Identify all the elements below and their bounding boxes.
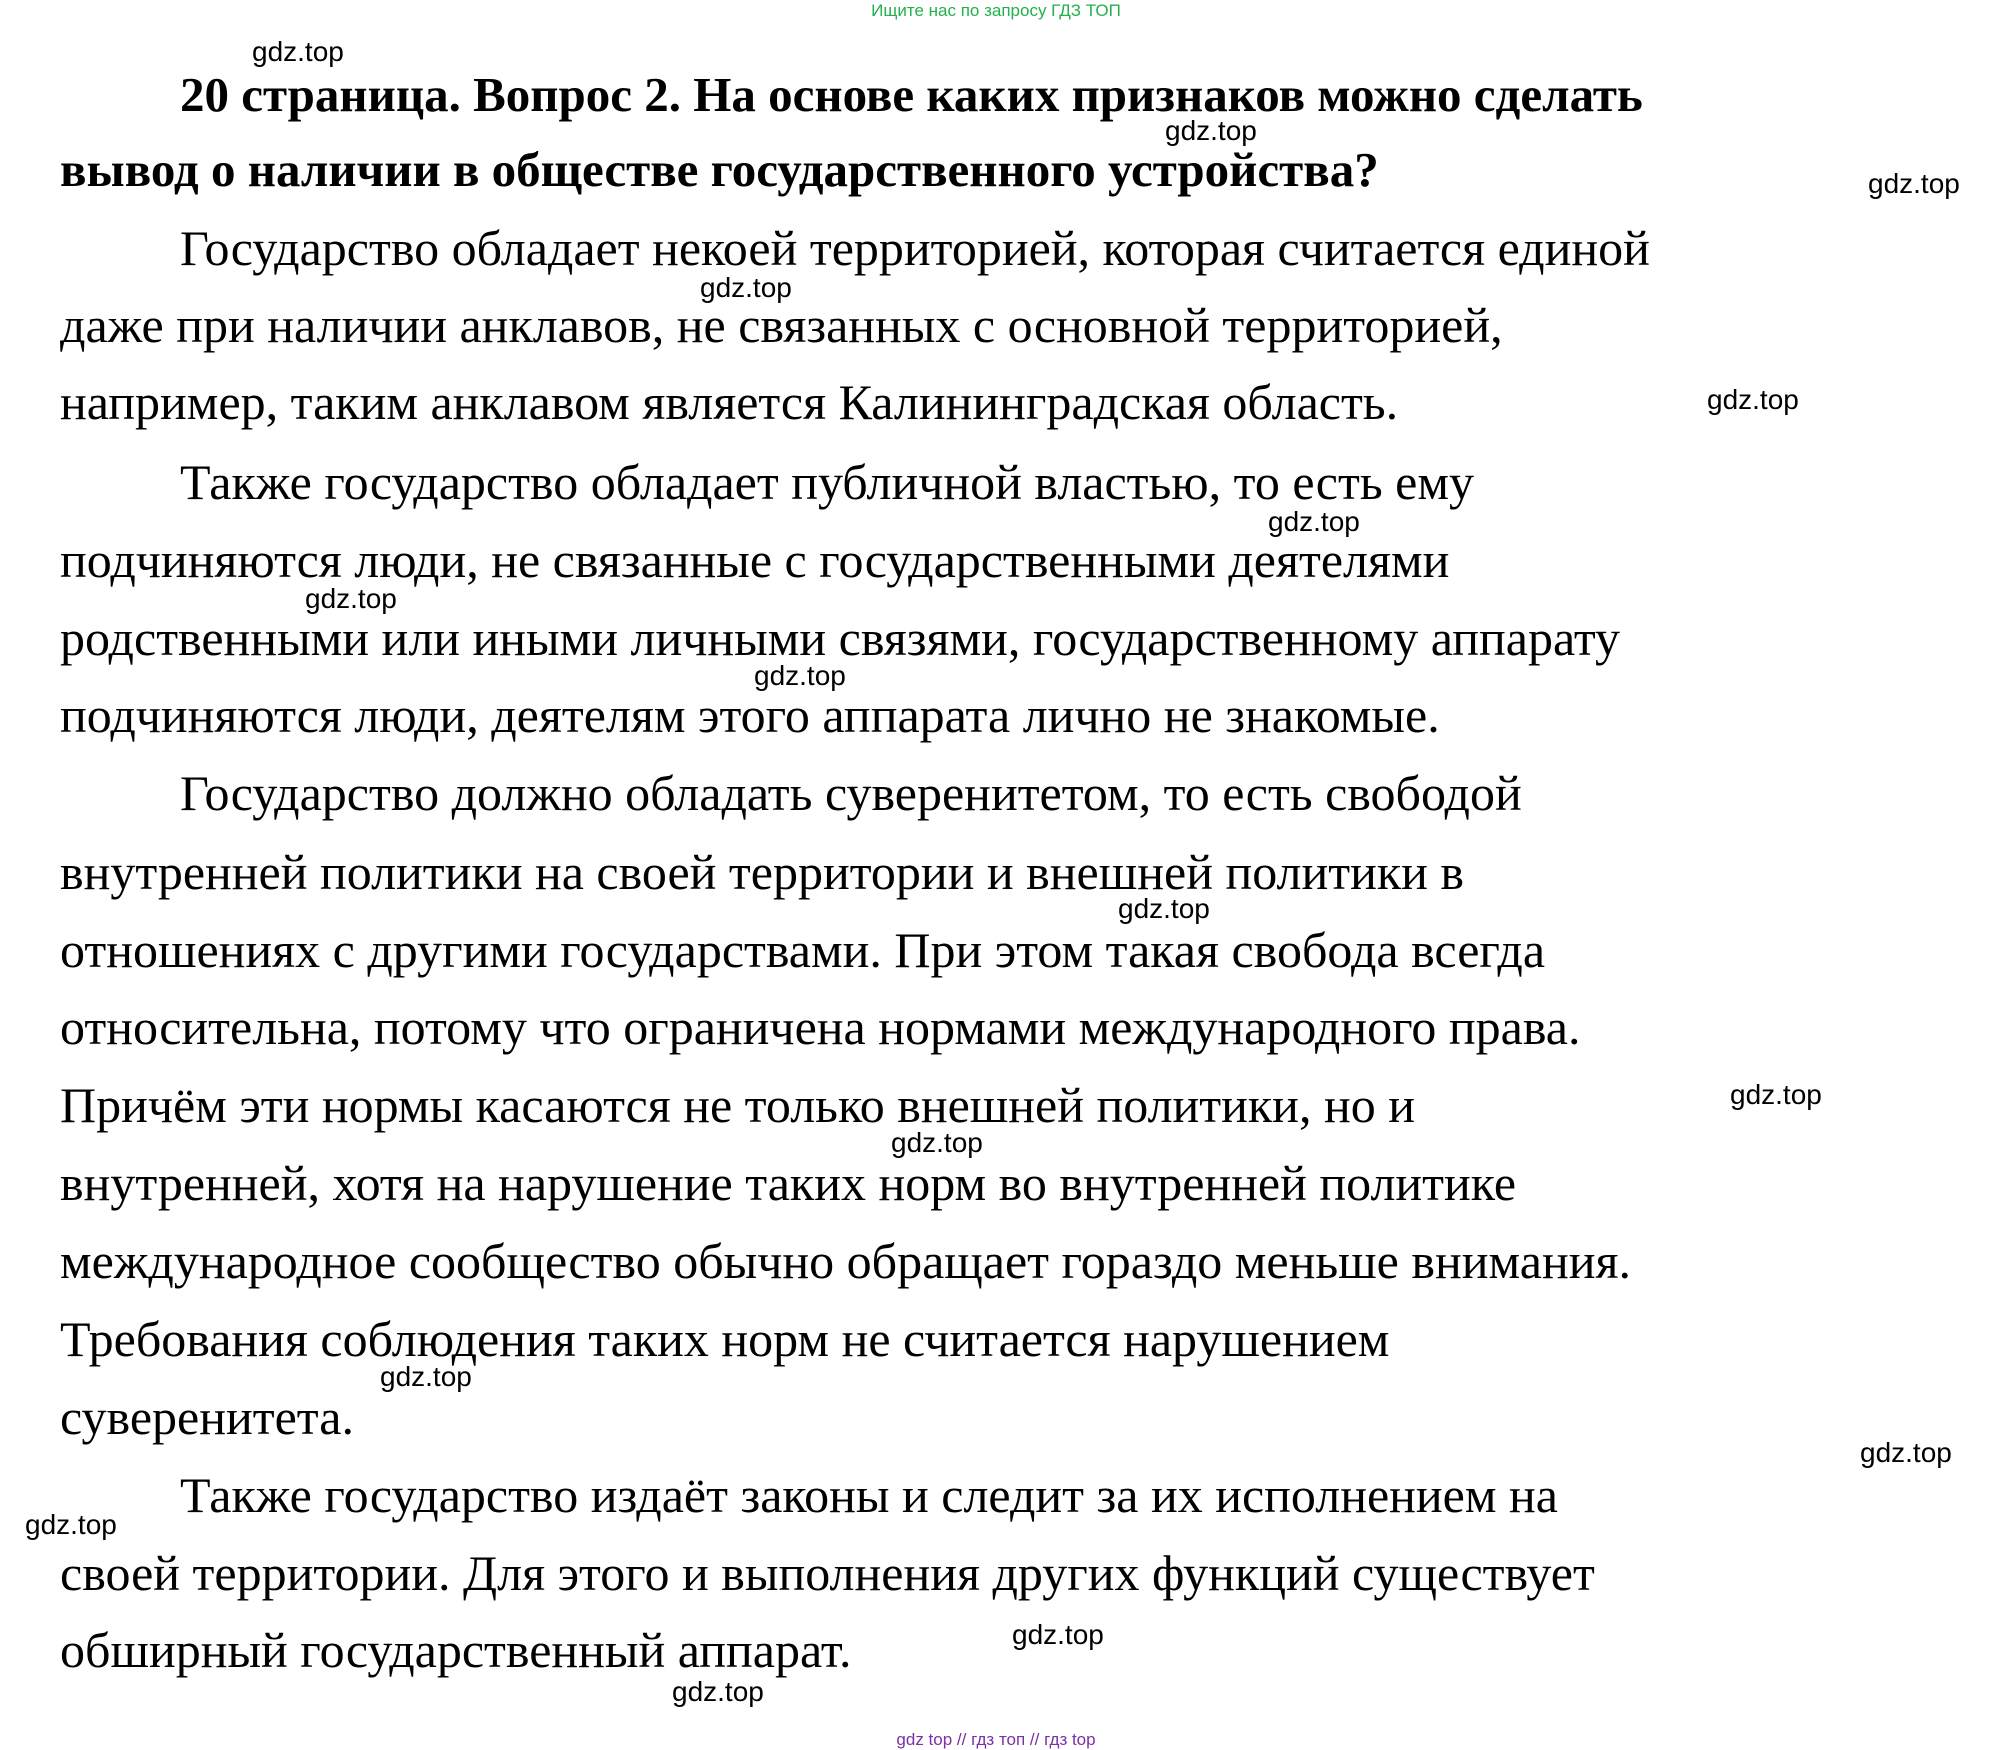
paragraph-3-line-3: отношениях с другими государствами. При этом такая свобода всегда	[60, 922, 1546, 978]
watermark: gdz.top	[700, 272, 792, 303]
watermark: gdz.top	[25, 1509, 117, 1540]
paragraph-3-line-9: суверенитета.	[60, 1389, 354, 1445]
paragraph-1-line-3: например, таким анклавом является Калининградская область.	[60, 374, 1399, 430]
paragraph-3-line-6: внутренней, хотя на нарушение таких норм во внутренней политике	[60, 1155, 1517, 1211]
paragraph-3-line-1: Государство должно обладать суверенитетом, то есть свободой	[180, 765, 1522, 821]
paragraph-1-line-2: даже при наличии анклавов, не связанных с основной территорией,	[60, 297, 1503, 353]
watermark: gdz.top	[1730, 1079, 1822, 1110]
paragraph-3-line-7: международное сообщество обычно обращает гораздо меньше внимания.	[60, 1233, 1631, 1289]
paragraph-3-line-8: Требования соблюдения таких норм не считается нарушением	[60, 1311, 1390, 1367]
watermark: gdz.top	[1707, 384, 1799, 415]
question-heading-line-1: 20 страница. Вопрос 2. На основе каких признаков можно сделать	[180, 67, 1643, 122]
paragraph-3-line-2: внутренней политики на своей территории и внешней политики в	[60, 844, 1465, 900]
paragraph-2-line-3: родственными или иными личными связями, государственному аппарату	[60, 610, 1621, 666]
watermark: gdz.top	[1268, 506, 1360, 537]
watermark: gdz.top	[891, 1127, 983, 1158]
paragraph-2-line-1: Также государство обладает публичной властью, то есть ему	[180, 454, 1474, 510]
watermark: gdz.top	[305, 583, 397, 614]
watermark: gdz.top	[252, 36, 344, 67]
footer-watermark: gdz top // гдз топ // гдз top	[896, 1730, 1096, 1749]
search-banner: Ищите нас по запросу ГДЗ ТОП	[871, 1, 1121, 20]
watermark: gdz.top	[672, 1676, 764, 1707]
paragraph-4-line-3: обширный государственный аппарат.	[60, 1622, 852, 1678]
paragraph-1-line-1: Государство обладает некоей территорией, которая считается единой	[180, 220, 1650, 276]
paragraph-2-line-4: подчиняются люди, деятелям этого аппарата лично не знакомые.	[60, 687, 1440, 743]
watermark: gdz.top	[1165, 115, 1257, 146]
paragraph-3-line-4: относительна, потому что ограничена нормами международного права.	[60, 999, 1581, 1055]
paragraph-4-line-2: своей территории. Для этого и выполнения других функций существует	[60, 1545, 1595, 1601]
watermark: gdz.top	[1118, 893, 1210, 924]
question-heading-line-2: вывод о наличии в обществе государственного устройства?	[60, 142, 1379, 197]
paragraph-4-line-1: Также государство издаёт законы и следит за их исполнением на	[180, 1467, 1558, 1523]
watermark: gdz.top	[380, 1361, 472, 1392]
watermark: gdz.top	[1868, 168, 1960, 199]
watermark: gdz.top	[1860, 1437, 1952, 1468]
watermark: gdz.top	[1012, 1619, 1104, 1650]
paragraph-2-line-2: подчиняются люди, не связанные с государственными деятелями	[60, 532, 1450, 588]
paragraph-3-line-5: Причём эти нормы касаются не только внешней политики, но и	[60, 1077, 1415, 1133]
watermark: gdz.top	[754, 660, 846, 691]
